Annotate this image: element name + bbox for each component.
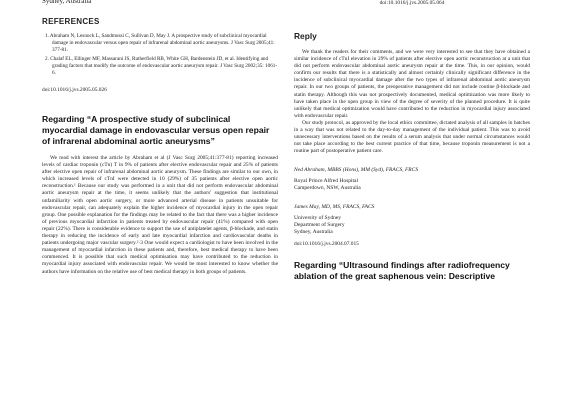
- author-affiliation: Sydney, Australia: [294, 229, 333, 236]
- author-name: James May, MD, MS, FRACS, FACS: [294, 204, 375, 211]
- reply-body: [294, 49, 530, 155]
- author-affiliation: University of Sydney: [294, 215, 342, 222]
- paragraph: Our study protocol, as approved by the local ethics committee, dictated analysis of all samples in batches in a way that was not related to the day-to-day management of the individual patient. This was to avoid unnecessary interventions based on the results of a serum analysis that under normal circumstances would not take place according to the best current practice of that time, because troponin measurement is not a routine part of postoperative patient care.: [294, 119, 530, 155]
- doi: doi:10.1016/j.jvs.2005.05.026: [42, 87, 107, 93]
- author-block: [294, 167, 530, 192]
- letter-body: [42, 155, 278, 276]
- affiliation-fragment: Sydney, Australia: [42, 0, 92, 5]
- reference-item: 2. Chalaf EL, Ellinger MF, Massarani JS, Rutherfield RB, White GH, Bardenstein JD, et al. Identifying and grading factors that modify the outcome of endovascular aortic aneurysm repair. J Vasc Surg 2002;35: 1061-6.: [45, 56, 278, 76]
- reply-heading: Reply: [294, 31, 317, 41]
- next-letter-title: Regarding “Ultrasound findings after radiofrequency ablation of the great saphenous vein: Descriptive: [294, 260, 510, 282]
- left-column: [42, 0, 278, 400]
- author-affiliation: Department of Surgery: [294, 222, 345, 229]
- reference-item: 1. Abraham N, Lesnock L, Sandmussi C, Sullivan D, May J. A prospective study of subclinical myocardial damage in endovascular versus open repair of infrarenal abdominal aortic aneurysms. J Vasc Surg 2005;41: 377-81.: [45, 33, 275, 53]
- letter-title: Regarding “A prospective study of subclinical myocardial damage in endovascular versus open repair of infrarenal abdominal aortic aneurysms”: [42, 114, 270, 146]
- doi: doi:10.1016/j.jvs.2005.05.064: [379, 0, 445, 6]
- paragraph: We read with interest the article by Abraham et al (J Vasc Surg 2005;41:377-81) reporting increased levels of cardiac troponin (cTn) T in 9% of patients after elective endovascular repair and 25% of patients after elective open repair of infrarenal abdominal aortic aneurysm. These findings are similar to our own, in which increased levels of cTnI were detected in 10 (29%) of 35 patients after elective open aortic reconstruction.¹ Because our study was performed in a unit that did not perform endovascular abdominal aortic aneurysm repair at the time, it seems unlikely that the authors' suggestion that institutional unfamiliarity with open aortic surgery, or more advanced arterial disease in patients unsuitable for endovascular repair, can adequately explain the higher incidence of myocardial injury in the open repair group. One possible explanation for the findings may be related to the fact that there was a higher incidence of previous myocardial infarction in patients treated by endovascular repair (41%) compared with open repair (22%). There is considerable evidence to support the use of antiplatelet agents, β-blockade, and statin therapy in reducing the incidence of early and late myocardial infarction and cardiovascular deaths in patients undergoing major vascular surgery.²·3 One would expect a cardiologist to have been involved in the management of myocardial infarction in these patients and, therefore, best medical therapy to have been commenced. It is possible that such medical optimisation may have contributed to the reduction in myocardial injury associated with endovascular repair. We would be most interested to know whether the authors have information on the relative use of best medical therapy in both groups of patients.: [42, 155, 278, 275]
- paragraph: We thank the readers for their comments, and we were very interested to see that they have obtained a similar incidence of cTnI elevation in 29% of patients after elective open aortic reconstruction at a unit that did not perform endovascular abdominal aortic aneurysm repair at the time. This, in our opinion, would confirm our results that there is a statistically and almost certainly clinically significant difference in the incidence of subclinical myocardial damage after the two types of infrarenal abdominal aortic aneurysm repair. In our two groups of patients, the preoperative management did not include routine β-blockade and statin therapy. Although this was not prospectively documented, medical optimization was more likely to have taken place in the open group in view of the degree of severity of the planned procedure. It is quite unlikely that medical optimization would have contributed to the reduction in myocardial injury associated with endovascular repair.: [294, 49, 530, 119]
- author-block: [294, 204, 530, 236]
- author-affiliation: Royal Prince Alfred Hospital: [294, 178, 359, 185]
- author-name: Ned Abraham, MBBS (Hons), MM (Syd), FRACS, FRCS: [294, 167, 419, 174]
- references-heading: REFERENCES: [42, 17, 100, 26]
- doi: doi:10.1016/j.jvs.2004.07.015: [294, 241, 359, 248]
- reference-list: [42, 33, 278, 77]
- right-column: [294, 0, 530, 400]
- author-affiliation: Camperdown, NSW, Australia: [294, 185, 361, 192]
